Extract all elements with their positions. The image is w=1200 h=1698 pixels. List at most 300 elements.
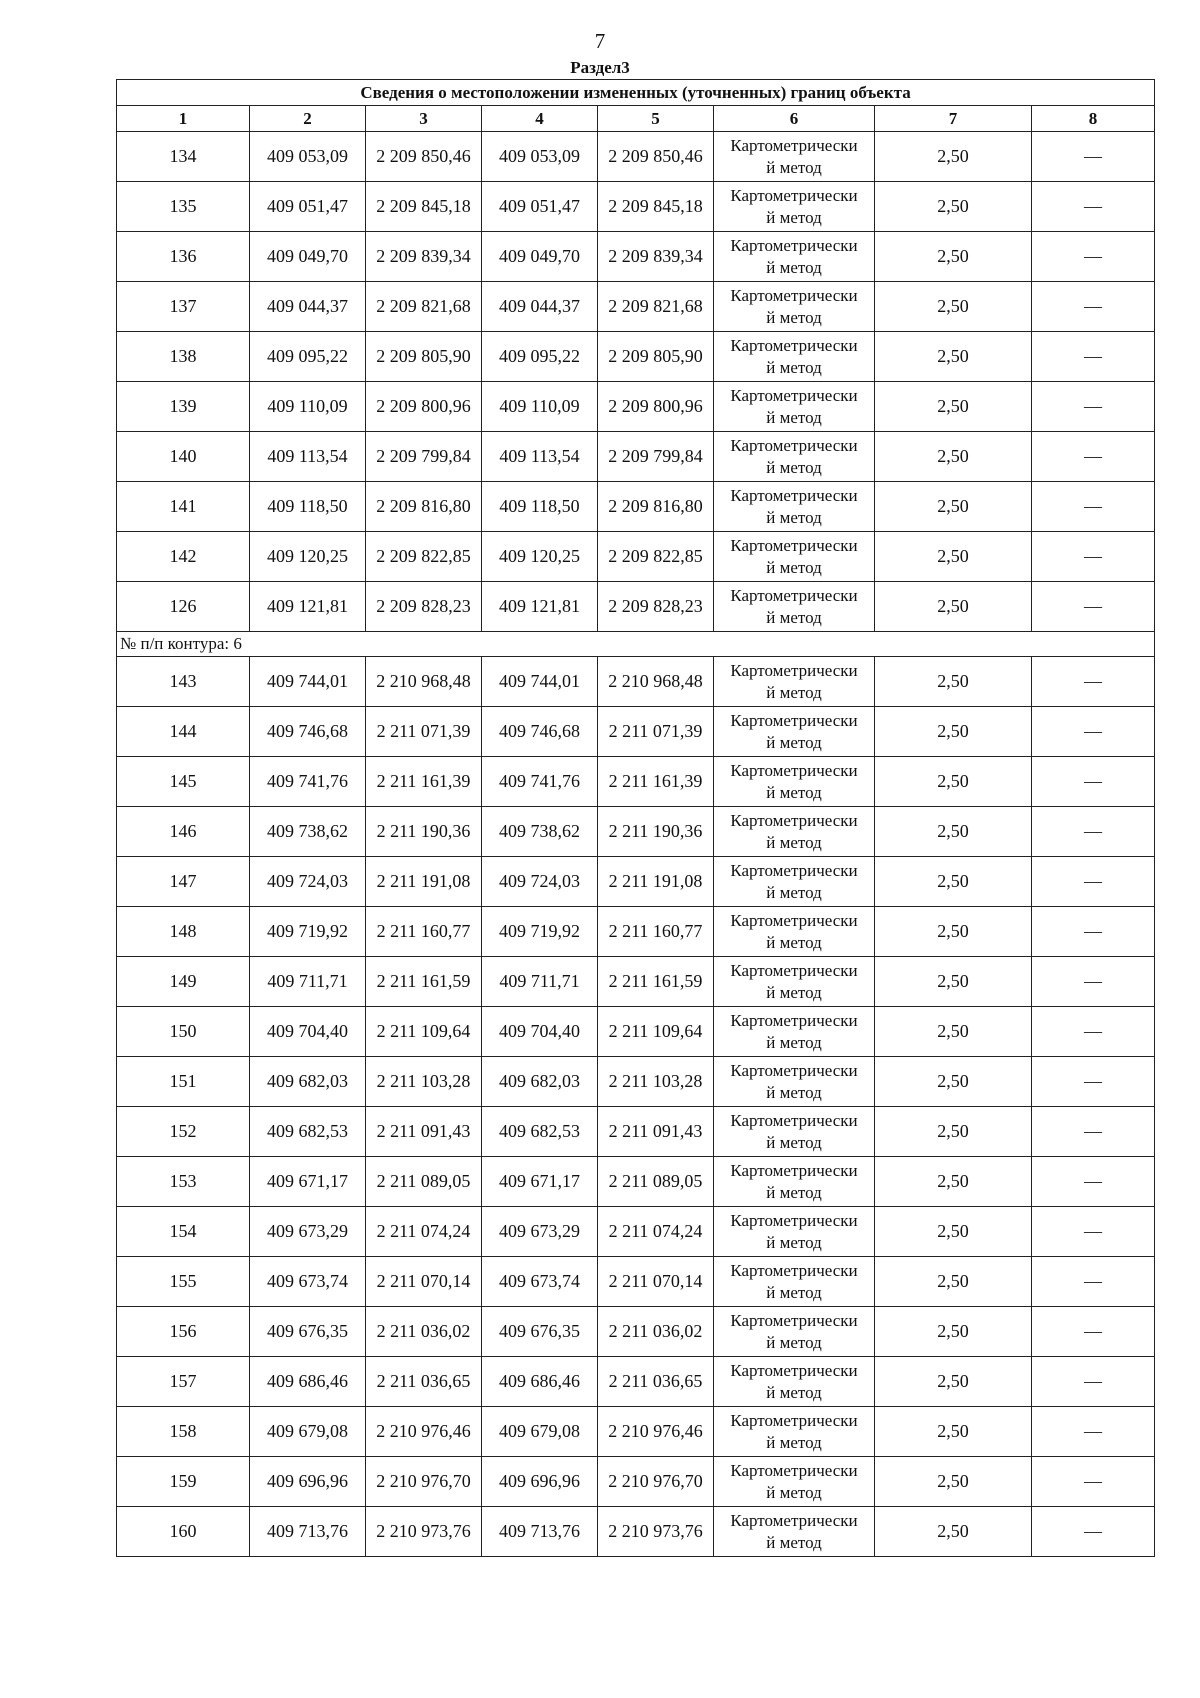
existing-x-cell: 409 120,25 (250, 532, 366, 582)
new-x-cell: 409 711,71 (482, 957, 598, 1007)
method-line: й метод (766, 557, 822, 577)
method-line: й метод (766, 1282, 822, 1302)
new-x-cell: 409 682,53 (482, 1107, 598, 1157)
existing-y-cell: 2 210 968,48 (366, 657, 482, 707)
existing-x-cell: 409 686,46 (250, 1357, 366, 1407)
new-x-cell: 409 682,03 (482, 1057, 598, 1107)
column-header: 4 (482, 106, 598, 132)
point-number-cell: 147 (117, 857, 250, 907)
point-number-cell: 148 (117, 907, 250, 957)
existing-y-cell: 2 211 103,28 (366, 1057, 482, 1107)
method-cell (714, 707, 875, 757)
new-y-cell: 2 211 070,14 (598, 1257, 714, 1307)
method-line: й метод (766, 1032, 822, 1052)
existing-y-cell: 2 211 071,39 (366, 707, 482, 757)
new-y-cell: 2 210 976,46 (598, 1407, 714, 1457)
method-line: Картометрически (730, 860, 858, 880)
method-cell (714, 1207, 875, 1257)
point-number-cell: 150 (117, 1007, 250, 1057)
method-line: Картометрически (730, 435, 858, 455)
method-line: Картометрически (730, 385, 858, 405)
description-cell: — (1032, 1207, 1155, 1257)
method-cell (714, 182, 875, 232)
column-header: 2 (250, 106, 366, 132)
method-line: Картометрически (730, 235, 858, 255)
new-y-cell: 2 211 191,08 (598, 857, 714, 907)
existing-y-cell: 2 211 070,14 (366, 1257, 482, 1307)
point-number-cell: 153 (117, 1157, 250, 1207)
existing-y-cell: 2 211 036,02 (366, 1307, 482, 1357)
method-cell (714, 332, 875, 382)
new-x-cell: 409 686,46 (482, 1357, 598, 1407)
new-x-cell: 409 044,37 (482, 282, 598, 332)
method-cell (714, 1507, 875, 1557)
method-cell (714, 132, 875, 182)
existing-y-cell: 2 211 161,39 (366, 757, 482, 807)
new-y-cell: 2 211 103,28 (598, 1057, 714, 1107)
accuracy-cell: 2,50 (875, 1257, 1032, 1307)
new-x-cell: 409 704,40 (482, 1007, 598, 1057)
method-line: Картометрически (730, 810, 858, 830)
point-number-cell: 145 (117, 757, 250, 807)
description-cell: — (1032, 657, 1155, 707)
contour-row (117, 632, 1155, 657)
existing-y-cell: 2 209 805,90 (366, 332, 482, 382)
new-x-cell: 409 724,03 (482, 857, 598, 907)
description-cell: — (1032, 1507, 1155, 1557)
existing-y-cell: 2 210 976,70 (366, 1457, 482, 1507)
new-x-cell: 409 696,96 (482, 1457, 598, 1507)
method-line: й метод (766, 1382, 822, 1402)
table-row (117, 707, 1155, 757)
method-line: й метод (766, 732, 822, 752)
method-line: Картометрически (730, 1260, 858, 1280)
method-line: Картометрически (730, 1210, 858, 1230)
existing-y-cell: 2 211 074,24 (366, 1207, 482, 1257)
new-x-cell: 409 713,76 (482, 1507, 598, 1557)
description-cell: — (1032, 707, 1155, 757)
new-y-cell: 2 209 839,34 (598, 232, 714, 282)
column-header-row (117, 106, 1155, 132)
description-cell: — (1032, 182, 1155, 232)
new-x-cell: 409 738,62 (482, 807, 598, 857)
new-y-cell: 2 211 091,43 (598, 1107, 714, 1157)
new-x-cell: 409 118,50 (482, 482, 598, 532)
accuracy-cell: 2,50 (875, 1457, 1032, 1507)
description-cell: — (1032, 1307, 1155, 1357)
method-line: й метод (766, 207, 822, 227)
method-line: Картометрически (730, 135, 858, 155)
method-line: Картометрически (730, 710, 858, 730)
method-line: й метод (766, 157, 822, 177)
description-cell: — (1032, 332, 1155, 382)
new-x-cell: 409 671,17 (482, 1157, 598, 1207)
accuracy-cell: 2,50 (875, 1407, 1032, 1457)
table-row (117, 232, 1155, 282)
description-cell: — (1032, 957, 1155, 1007)
existing-x-cell: 409 049,70 (250, 232, 366, 282)
new-y-cell: 2 210 973,76 (598, 1507, 714, 1557)
existing-x-cell: 409 110,09 (250, 382, 366, 432)
method-line: й метод (766, 457, 822, 477)
method-line: Картометрически (730, 1410, 858, 1430)
new-y-cell: 2 209 799,84 (598, 432, 714, 482)
method-line: Картометрически (730, 585, 858, 605)
point-number-cell: 143 (117, 657, 250, 707)
point-number-cell: 141 (117, 482, 250, 532)
description-cell: — (1032, 432, 1155, 482)
existing-x-cell: 409 704,40 (250, 1007, 366, 1057)
description-cell: — (1032, 907, 1155, 957)
method-line: й метод (766, 507, 822, 527)
existing-x-cell: 409 696,96 (250, 1457, 366, 1507)
description-cell: — (1032, 807, 1155, 857)
existing-x-cell: 409 682,53 (250, 1107, 366, 1157)
point-number-cell: 156 (117, 1307, 250, 1357)
method-line: й метод (766, 782, 822, 802)
method-line: й метод (766, 932, 822, 952)
method-line: й метод (766, 607, 822, 627)
existing-x-cell: 409 741,76 (250, 757, 366, 807)
accuracy-cell: 2,50 (875, 232, 1032, 282)
existing-x-cell: 409 676,35 (250, 1307, 366, 1357)
existing-x-cell: 409 673,29 (250, 1207, 366, 1257)
table-row (117, 1257, 1155, 1307)
existing-x-cell: 409 053,09 (250, 132, 366, 182)
method-line: Картометрически (730, 485, 858, 505)
table-row (117, 957, 1155, 1007)
table-row (117, 1207, 1155, 1257)
description-cell: — (1032, 582, 1155, 632)
existing-y-cell: 2 211 091,43 (366, 1107, 482, 1157)
new-x-cell: 409 049,70 (482, 232, 598, 282)
coordinates-table (116, 79, 1155, 1557)
existing-x-cell: 409 719,92 (250, 907, 366, 957)
column-header: 8 (1032, 106, 1155, 132)
method-line: й метод (766, 1132, 822, 1152)
existing-y-cell: 2 209 845,18 (366, 182, 482, 232)
method-line: Картометрически (730, 285, 858, 305)
new-x-cell: 409 120,25 (482, 532, 598, 582)
table-row (117, 1357, 1155, 1407)
method-line: Картометрически (730, 1310, 858, 1330)
existing-x-cell: 409 682,03 (250, 1057, 366, 1107)
table-row (117, 807, 1155, 857)
point-number-cell: 126 (117, 582, 250, 632)
method-cell (714, 1257, 875, 1307)
accuracy-cell: 2,50 (875, 182, 1032, 232)
description-cell: — (1032, 757, 1155, 807)
point-number-cell: 144 (117, 707, 250, 757)
section-title: Раздел3 (570, 58, 630, 77)
method-line: й метод (766, 982, 822, 1002)
method-line: й метод (766, 1332, 822, 1352)
description-cell: — (1032, 382, 1155, 432)
method-line: Картометрически (730, 960, 858, 980)
point-number-cell: 138 (117, 332, 250, 382)
method-line: Картометрически (730, 760, 858, 780)
method-cell (714, 1307, 875, 1357)
method-line: Картометрически (730, 660, 858, 680)
accuracy-cell: 2,50 (875, 282, 1032, 332)
existing-y-cell: 2 209 839,34 (366, 232, 482, 282)
description-cell: — (1032, 132, 1155, 182)
table-row (117, 482, 1155, 532)
method-cell (714, 1057, 875, 1107)
new-y-cell: 2 209 800,96 (598, 382, 714, 432)
point-number-cell: 155 (117, 1257, 250, 1307)
new-y-cell: 2 211 161,59 (598, 957, 714, 1007)
table-row (117, 432, 1155, 482)
accuracy-cell: 2,50 (875, 1107, 1032, 1157)
existing-y-cell: 2 209 816,80 (366, 482, 482, 532)
new-y-cell: 2 211 190,36 (598, 807, 714, 857)
table-row (117, 132, 1155, 182)
existing-y-cell: 2 210 973,76 (366, 1507, 482, 1557)
table-row (117, 1107, 1155, 1157)
table-row (117, 1057, 1155, 1107)
column-header: 5 (598, 106, 714, 132)
accuracy-cell: 2,50 (875, 332, 1032, 382)
table-row (117, 1507, 1155, 1557)
new-x-cell: 409 095,22 (482, 332, 598, 382)
table-row (117, 1307, 1155, 1357)
new-y-cell: 2 211 071,39 (598, 707, 714, 757)
description-cell: — (1032, 1407, 1155, 1457)
existing-x-cell: 409 118,50 (250, 482, 366, 532)
description-cell: — (1032, 857, 1155, 907)
existing-x-cell: 409 051,47 (250, 182, 366, 232)
new-y-cell: 2 209 850,46 (598, 132, 714, 182)
description-cell: — (1032, 1257, 1155, 1307)
point-number-cell: 154 (117, 1207, 250, 1257)
method-line: Картометрически (730, 1110, 858, 1130)
method-line: Картометрически (730, 1010, 858, 1030)
method-line: Картометрически (730, 335, 858, 355)
accuracy-cell: 2,50 (875, 1307, 1032, 1357)
accuracy-cell: 2,50 (875, 1207, 1032, 1257)
existing-y-cell: 2 209 821,68 (366, 282, 482, 332)
accuracy-cell: 2,50 (875, 757, 1032, 807)
table-row (117, 1407, 1155, 1457)
existing-y-cell: 2 211 160,77 (366, 907, 482, 957)
new-y-cell: 2 209 822,85 (598, 532, 714, 582)
method-cell (714, 432, 875, 482)
existing-y-cell: 2 211 036,65 (366, 1357, 482, 1407)
method-line: й метод (766, 832, 822, 852)
existing-y-cell: 2 211 161,59 (366, 957, 482, 1007)
accuracy-cell: 2,50 (875, 657, 1032, 707)
new-y-cell: 2 209 821,68 (598, 282, 714, 332)
method-line: Картометрически (730, 910, 858, 930)
accuracy-cell: 2,50 (875, 1057, 1032, 1107)
existing-y-cell: 2 209 799,84 (366, 432, 482, 482)
description-cell: — (1032, 282, 1155, 332)
method-line: й метод (766, 682, 822, 702)
table-row (117, 657, 1155, 707)
table-row (117, 757, 1155, 807)
method-cell (714, 757, 875, 807)
accuracy-cell: 2,50 (875, 807, 1032, 857)
existing-x-cell: 409 095,22 (250, 332, 366, 382)
new-x-cell: 409 053,09 (482, 132, 598, 182)
new-x-cell: 409 676,35 (482, 1307, 598, 1357)
existing-x-cell: 409 121,81 (250, 582, 366, 632)
new-y-cell: 2 211 089,05 (598, 1157, 714, 1207)
column-header: 3 (366, 106, 482, 132)
point-number-cell: 149 (117, 957, 250, 1007)
accuracy-cell: 2,50 (875, 532, 1032, 582)
existing-x-cell: 409 713,76 (250, 1507, 366, 1557)
method-cell (714, 482, 875, 532)
point-number-cell: 134 (117, 132, 250, 182)
new-x-cell: 409 719,92 (482, 907, 598, 957)
new-x-cell: 409 741,76 (482, 757, 598, 807)
new-y-cell: 2 211 161,39 (598, 757, 714, 807)
accuracy-cell: 2,50 (875, 957, 1032, 1007)
method-cell (714, 1457, 875, 1507)
existing-x-cell: 409 724,03 (250, 857, 366, 907)
new-y-cell: 2 210 976,70 (598, 1457, 714, 1507)
point-number-cell: 140 (117, 432, 250, 482)
existing-y-cell: 2 211 089,05 (366, 1157, 482, 1207)
method-line: й метод (766, 882, 822, 902)
point-number-cell: 157 (117, 1357, 250, 1407)
point-number-cell: 139 (117, 382, 250, 432)
method-line: й метод (766, 357, 822, 377)
method-line: Картометрически (730, 1360, 858, 1380)
new-x-cell: 409 744,01 (482, 657, 598, 707)
method-line: Картометрически (730, 535, 858, 555)
existing-y-cell: 2 209 822,85 (366, 532, 482, 582)
new-x-cell: 409 673,74 (482, 1257, 598, 1307)
existing-x-cell: 409 671,17 (250, 1157, 366, 1207)
table-row (117, 282, 1155, 332)
existing-y-cell: 2 209 828,23 (366, 582, 482, 632)
existing-x-cell: 409 673,74 (250, 1257, 366, 1307)
table-caption: Сведения о местоположении измененных (уточненных) границ объекта (117, 80, 1155, 106)
column-header: 6 (714, 106, 875, 132)
new-x-cell: 409 673,29 (482, 1207, 598, 1257)
point-number-cell: 142 (117, 532, 250, 582)
method-line: Картометрически (730, 1510, 858, 1530)
accuracy-cell: 2,50 (875, 482, 1032, 532)
existing-x-cell: 409 113,54 (250, 432, 366, 482)
new-y-cell: 2 211 036,02 (598, 1307, 714, 1357)
new-y-cell: 2 211 109,64 (598, 1007, 714, 1057)
description-cell: — (1032, 482, 1155, 532)
table-row (117, 857, 1155, 907)
accuracy-cell: 2,50 (875, 1007, 1032, 1057)
new-y-cell: 2 211 036,65 (598, 1357, 714, 1407)
point-number-cell: 152 (117, 1107, 250, 1157)
point-number-cell: 137 (117, 282, 250, 332)
description-cell: — (1032, 1057, 1155, 1107)
description-cell: — (1032, 232, 1155, 282)
accuracy-cell: 2,50 (875, 132, 1032, 182)
method-cell (714, 1157, 875, 1207)
method-line: Картометрически (730, 1460, 858, 1480)
new-y-cell: 2 210 968,48 (598, 657, 714, 707)
method-cell (714, 582, 875, 632)
method-cell (714, 382, 875, 432)
method-line: й метод (766, 1232, 822, 1252)
method-line: й метод (766, 1082, 822, 1102)
description-cell: — (1032, 1457, 1155, 1507)
existing-x-cell: 409 746,68 (250, 707, 366, 757)
table-row (117, 332, 1155, 382)
accuracy-cell: 2,50 (875, 1157, 1032, 1207)
point-number-cell: 151 (117, 1057, 250, 1107)
new-x-cell: 409 051,47 (482, 182, 598, 232)
table-row (117, 182, 1155, 232)
existing-y-cell: 2 211 191,08 (366, 857, 482, 907)
method-cell (714, 232, 875, 282)
new-y-cell: 2 209 816,80 (598, 482, 714, 532)
existing-x-cell: 409 679,08 (250, 1407, 366, 1457)
table-row (117, 382, 1155, 432)
method-line: й метод (766, 1482, 822, 1502)
existing-y-cell: 2 211 190,36 (366, 807, 482, 857)
method-cell (714, 657, 875, 707)
existing-y-cell: 2 209 850,46 (366, 132, 482, 182)
existing-x-cell: 409 738,62 (250, 807, 366, 857)
table-row (117, 1457, 1155, 1507)
method-cell (714, 1007, 875, 1057)
existing-y-cell: 2 210 976,46 (366, 1407, 482, 1457)
method-cell (714, 807, 875, 857)
method-cell (714, 907, 875, 957)
existing-x-cell: 409 044,37 (250, 282, 366, 332)
accuracy-cell: 2,50 (875, 1357, 1032, 1407)
new-x-cell: 409 110,09 (482, 382, 598, 432)
method-cell (714, 957, 875, 1007)
new-y-cell: 2 211 160,77 (598, 907, 714, 957)
method-cell (714, 1357, 875, 1407)
method-cell (714, 282, 875, 332)
point-number-cell: 135 (117, 182, 250, 232)
description-cell: — (1032, 1157, 1155, 1207)
method-line: Картометрически (730, 1160, 858, 1180)
existing-y-cell: 2 211 109,64 (366, 1007, 482, 1057)
method-cell (714, 532, 875, 582)
table-row (117, 1007, 1155, 1057)
new-x-cell: 409 679,08 (482, 1407, 598, 1457)
new-x-cell: 409 113,54 (482, 432, 598, 482)
accuracy-cell: 2,50 (875, 432, 1032, 482)
existing-x-cell: 409 744,01 (250, 657, 366, 707)
method-line: й метод (766, 407, 822, 427)
accuracy-cell: 2,50 (875, 1507, 1032, 1557)
page-number: 7 (594, 29, 606, 53)
accuracy-cell: 2,50 (875, 382, 1032, 432)
existing-y-cell: 2 209 800,96 (366, 382, 482, 432)
method-line: й метод (766, 307, 822, 327)
table-row (117, 1157, 1155, 1207)
table-row (117, 582, 1155, 632)
method-line: й метод (766, 1432, 822, 1452)
method-cell (714, 1407, 875, 1457)
new-y-cell: 2 209 805,90 (598, 332, 714, 382)
new-x-cell: 409 121,81 (482, 582, 598, 632)
method-line: й метод (766, 1532, 822, 1552)
point-number-cell: 158 (117, 1407, 250, 1457)
point-number-cell: 136 (117, 232, 250, 282)
method-line: й метод (766, 1182, 822, 1202)
method-line: й метод (766, 257, 822, 277)
contour-label: № п/п контура: 6 (117, 632, 1155, 657)
table-row (117, 907, 1155, 957)
